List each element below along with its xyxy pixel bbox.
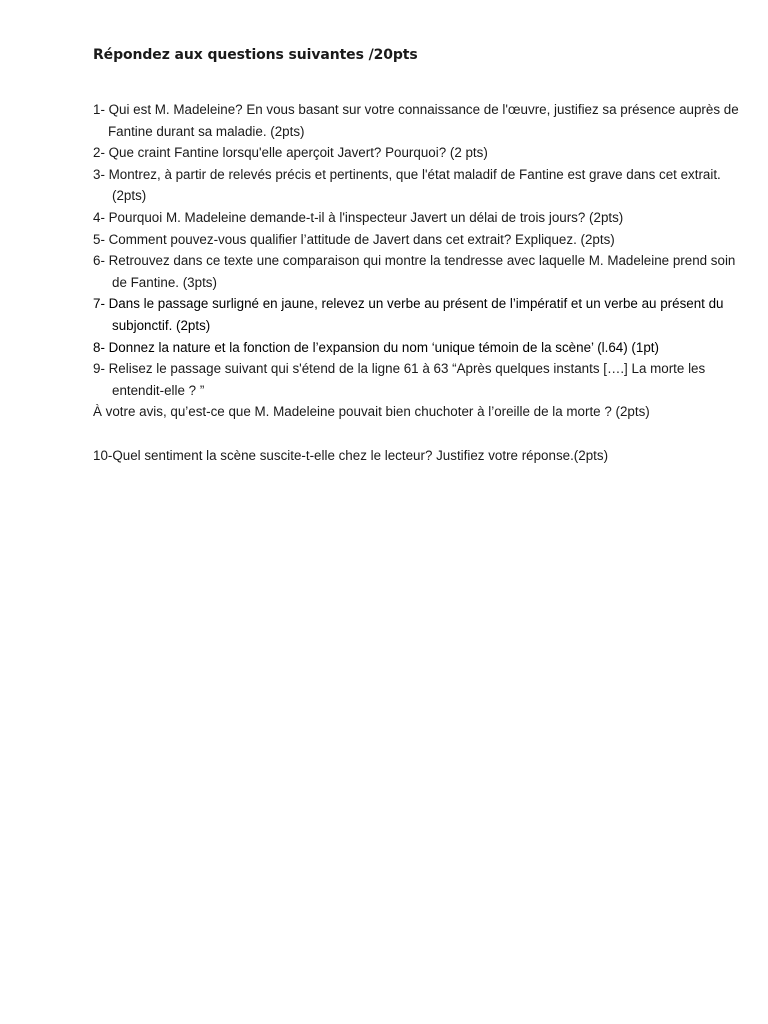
questionnaire [93, 44, 743, 466]
page-title: Répondez aux questions suivantes /20pts [93, 47, 418, 63]
question-2: 2- Que craint Fantine lorsqu'elle aperçoit Javert? Pourquoi? (2 pts) [93, 145, 488, 161]
question-3: 3- Montrez, à partir de relevés précis et pertinents, que l'état maladif de Fantine est grave dans cet extrait. (2pts) [93, 166, 721, 204]
question-4: 4- Pourquoi M. Madeleine demande-t-il à l'inspecteur Javert un délai de trois jours? (2pts) [93, 209, 624, 225]
question-8: 8- Donnez la nature et la fonction de l’expansion du nom ‘unique témoin de la scène’ (l.64) (1pt) [93, 339, 659, 355]
question-5: 5- Comment pouvez-vous qualifier l’attitude de Javert dans cet extrait? Expliquez. (2pts) [93, 231, 615, 247]
question-9-followup: À votre avis, qu’est-ce que M. Madeleine pouvait bien chuchoter à l’oreille de la morte ? (2pts) [93, 404, 650, 420]
question-6: 6- Retrouvez dans ce texte une comparaison qui montre la tendresse avec laquelle M. Madeleine prend soin de Fantine. (3pts) [93, 253, 736, 290]
question-7: 7- Dans le passage surligné en jaune, relevez un verbe au présent de l’impératif et un verbe au présent du subjonctif. (2pts) [93, 296, 724, 333]
question-10: 10-Quel sentiment la scène suscite-t-elle chez le lecteur? Justifiez votre réponse.(2pts) [93, 447, 609, 463]
question-1: 1- Qui est M. Madeleine? En vous basant sur votre connaissance de l'œuvre, justifiez sa présence auprès de Fantine durant sa maladie. (2pts) [93, 102, 739, 139]
question-9: 9- Relisez le passage suivant qui s'étend de la ligne 61 à 63 “Après quelques instants [….] La morte les entendit-elle ? ” [93, 361, 706, 398]
question-list [93, 99, 743, 466]
